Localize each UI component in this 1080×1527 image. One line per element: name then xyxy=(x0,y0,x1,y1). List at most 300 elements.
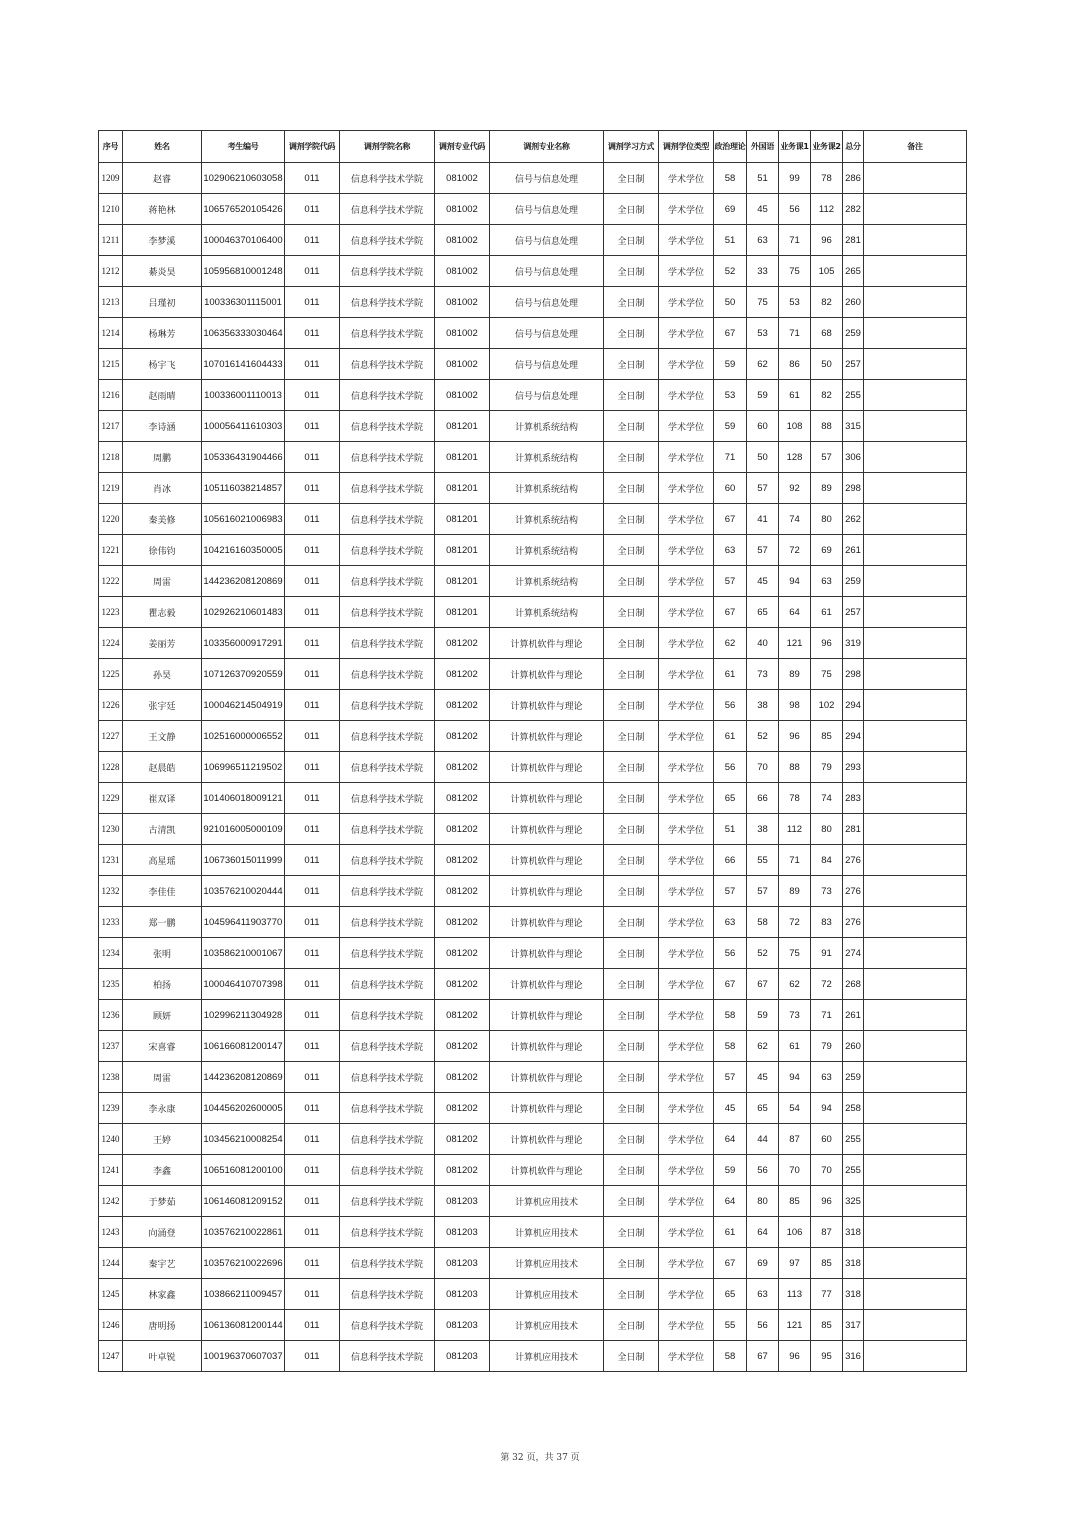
politics-score-cell: 63 xyxy=(714,535,747,566)
header-degree-type: 调剂学位类型 xyxy=(659,131,714,163)
subject-2-score-cell: 89 xyxy=(811,473,843,504)
foreign-language-score-cell: 73 xyxy=(747,659,779,690)
subject-1-score-cell: 72 xyxy=(779,907,811,938)
name-cell: 李永康 xyxy=(123,1093,202,1124)
politics-score-cell: 53 xyxy=(714,380,747,411)
subject-2-score-cell: 87 xyxy=(811,1217,843,1248)
subject-1-score-cell: 70 xyxy=(779,1155,811,1186)
degree-type-cell: 学术学位 xyxy=(659,938,714,969)
name-cell: 杨宇飞 xyxy=(123,349,202,380)
remarks-cell xyxy=(864,1093,967,1124)
degree-type-cell: 学术学位 xyxy=(659,1279,714,1310)
seq-cell: 1217 xyxy=(99,411,123,442)
total-score-cell: 259 xyxy=(843,566,864,597)
table-body xyxy=(99,163,967,1372)
exam-id-cell: 102906210603058 xyxy=(202,163,285,194)
politics-score-cell: 56 xyxy=(714,752,747,783)
table-row xyxy=(99,1031,967,1062)
major-name-cell: 信号与信息处理 xyxy=(490,287,604,318)
total-score-cell: 306 xyxy=(843,442,864,473)
table-row xyxy=(99,1124,967,1155)
major-name-cell: 计算机软件与理论 xyxy=(490,969,604,1000)
foreign-language-score-cell: 52 xyxy=(747,938,779,969)
table-row xyxy=(99,597,967,628)
major-code-cell: 081202 xyxy=(435,628,490,659)
college-code-cell: 011 xyxy=(285,163,340,194)
remarks-cell xyxy=(864,194,967,225)
degree-type-cell: 学术学位 xyxy=(659,1341,714,1372)
subject-1-score-cell: 97 xyxy=(779,1248,811,1279)
foreign-language-score-cell: 45 xyxy=(747,566,779,597)
college-name-cell: 信息科学技术学院 xyxy=(340,1341,435,1372)
study-mode-cell: 全日制 xyxy=(604,504,659,535)
foreign-language-score-cell: 38 xyxy=(747,814,779,845)
major-name-cell: 计算机软件与理论 xyxy=(490,1062,604,1093)
remarks-cell xyxy=(864,566,967,597)
politics-score-cell: 51 xyxy=(714,225,747,256)
exam-id-cell: 106516081200100 xyxy=(202,1155,285,1186)
total-score-cell: 281 xyxy=(843,814,864,845)
subject-2-score-cell: 61 xyxy=(811,597,843,628)
total-score-cell: 257 xyxy=(843,597,864,628)
college-code-cell: 011 xyxy=(285,845,340,876)
seq-cell: 1233 xyxy=(99,907,123,938)
college-name-cell: 信息科学技术学院 xyxy=(340,1062,435,1093)
major-name-cell: 计算机系统结构 xyxy=(490,535,604,566)
foreign-language-score-cell: 60 xyxy=(747,411,779,442)
exam-id-cell: 106166081200147 xyxy=(202,1031,285,1062)
exam-id-cell: 144236208120869 xyxy=(202,566,285,597)
foreign-language-score-cell: 45 xyxy=(747,1062,779,1093)
degree-type-cell: 学术学位 xyxy=(659,473,714,504)
seq-cell: 1214 xyxy=(99,318,123,349)
seq-cell: 1211 xyxy=(99,225,123,256)
study-mode-cell: 全日制 xyxy=(604,876,659,907)
major-code-cell: 081002 xyxy=(435,380,490,411)
foreign-language-score-cell: 33 xyxy=(747,256,779,287)
study-mode-cell: 全日制 xyxy=(604,566,659,597)
subject-2-score-cell: 85 xyxy=(811,1248,843,1279)
major-code-cell: 081202 xyxy=(435,1093,490,1124)
degree-type-cell: 学术学位 xyxy=(659,814,714,845)
table-row xyxy=(99,287,967,318)
subject-1-score-cell: 64 xyxy=(779,597,811,628)
foreign-language-score-cell: 75 xyxy=(747,287,779,318)
politics-score-cell: 67 xyxy=(714,504,747,535)
college-name-cell: 信息科学技术学院 xyxy=(340,566,435,597)
subject-1-score-cell: 112 xyxy=(779,814,811,845)
table-row xyxy=(99,163,967,194)
foreign-language-score-cell: 57 xyxy=(747,876,779,907)
major-code-cell: 081201 xyxy=(435,442,490,473)
major-code-cell: 081202 xyxy=(435,1000,490,1031)
major-name-cell: 计算机软件与理论 xyxy=(490,659,604,690)
total-score-cell: 265 xyxy=(843,256,864,287)
subject-2-score-cell: 85 xyxy=(811,721,843,752)
study-mode-cell: 全日制 xyxy=(604,1093,659,1124)
remarks-cell xyxy=(864,256,967,287)
exam-id-cell: 105336431904466 xyxy=(202,442,285,473)
politics-score-cell: 45 xyxy=(714,1093,747,1124)
study-mode-cell: 全日制 xyxy=(604,1124,659,1155)
total-score-cell: 276 xyxy=(843,907,864,938)
exam-id-cell: 102516000006552 xyxy=(202,721,285,752)
subject-1-score-cell: 99 xyxy=(779,163,811,194)
exam-id-cell: 100196370607037 xyxy=(202,1341,285,1372)
politics-score-cell: 67 xyxy=(714,597,747,628)
degree-type-cell: 学术学位 xyxy=(659,1093,714,1124)
remarks-cell xyxy=(864,163,967,194)
seq-cell: 1230 xyxy=(99,814,123,845)
college-name-cell: 信息科学技术学院 xyxy=(340,1186,435,1217)
foreign-language-score-cell: 56 xyxy=(747,1310,779,1341)
exam-id-cell: 100046370106400 xyxy=(202,225,285,256)
total-score-cell: 315 xyxy=(843,411,864,442)
name-cell: 赵睿 xyxy=(123,163,202,194)
major-name-cell: 计算机软件与理论 xyxy=(490,876,604,907)
study-mode-cell: 全日制 xyxy=(604,721,659,752)
exam-id-cell: 103866211009457 xyxy=(202,1279,285,1310)
study-mode-cell: 全日制 xyxy=(604,1000,659,1031)
table-row xyxy=(99,1155,967,1186)
table-row xyxy=(99,225,967,256)
total-score-cell: 317 xyxy=(843,1310,864,1341)
college-code-cell: 011 xyxy=(285,1000,340,1031)
table-row xyxy=(99,1062,967,1093)
header-college-code: 调剂学院代码 xyxy=(285,131,340,163)
major-name-cell: 计算机软件与理论 xyxy=(490,628,604,659)
name-cell: 张明 xyxy=(123,938,202,969)
table-row xyxy=(99,1217,967,1248)
politics-score-cell: 61 xyxy=(714,1217,747,1248)
college-name-cell: 信息科学技术学院 xyxy=(340,1093,435,1124)
college-code-cell: 011 xyxy=(285,1093,340,1124)
table-row xyxy=(99,566,967,597)
subject-2-score-cell: 96 xyxy=(811,628,843,659)
subject-1-score-cell: 75 xyxy=(779,256,811,287)
header-exam-id: 考生编号 xyxy=(202,131,285,163)
exam-id-cell: 100336001110013 xyxy=(202,380,285,411)
study-mode-cell: 全日制 xyxy=(604,535,659,566)
degree-type-cell: 学术学位 xyxy=(659,287,714,318)
remarks-cell xyxy=(864,535,967,566)
seq-cell: 1231 xyxy=(99,845,123,876)
degree-type-cell: 学术学位 xyxy=(659,1000,714,1031)
college-name-cell: 信息科学技术学院 xyxy=(340,876,435,907)
foreign-language-score-cell: 62 xyxy=(747,1031,779,1062)
college-name-cell: 信息科学技术学院 xyxy=(340,411,435,442)
study-mode-cell: 全日制 xyxy=(604,442,659,473)
college-name-cell: 信息科学技术学院 xyxy=(340,163,435,194)
foreign-language-score-cell: 51 xyxy=(747,163,779,194)
degree-type-cell: 学术学位 xyxy=(659,907,714,938)
name-cell: 杨琳芳 xyxy=(123,318,202,349)
name-cell: 秦美修 xyxy=(123,504,202,535)
total-score-cell: 255 xyxy=(843,380,864,411)
subject-2-score-cell: 50 xyxy=(811,349,843,380)
total-score-cell: 255 xyxy=(843,1124,864,1155)
major-code-cell: 081202 xyxy=(435,659,490,690)
seq-cell: 1223 xyxy=(99,597,123,628)
subject-2-score-cell: 72 xyxy=(811,969,843,1000)
subject-2-score-cell: 91 xyxy=(811,938,843,969)
college-code-cell: 011 xyxy=(285,1062,340,1093)
college-code-cell: 011 xyxy=(285,969,340,1000)
remarks-cell xyxy=(864,814,967,845)
table-row xyxy=(99,473,967,504)
study-mode-cell: 全日制 xyxy=(604,349,659,380)
foreign-language-score-cell: 57 xyxy=(747,535,779,566)
degree-type-cell: 学术学位 xyxy=(659,349,714,380)
table-row xyxy=(99,411,967,442)
total-score-cell: 259 xyxy=(843,318,864,349)
subject-1-score-cell: 88 xyxy=(779,752,811,783)
remarks-cell xyxy=(864,597,967,628)
remarks-cell xyxy=(864,411,967,442)
major-code-cell: 081202 xyxy=(435,1062,490,1093)
politics-score-cell: 69 xyxy=(714,194,747,225)
seq-cell: 1236 xyxy=(99,1000,123,1031)
subject-2-score-cell: 69 xyxy=(811,535,843,566)
remarks-cell xyxy=(864,969,967,1000)
politics-score-cell: 57 xyxy=(714,566,747,597)
subject-1-score-cell: 121 xyxy=(779,628,811,659)
foreign-language-score-cell: 63 xyxy=(747,225,779,256)
exam-id-cell: 103576210022861 xyxy=(202,1217,285,1248)
degree-type-cell: 学术学位 xyxy=(659,1248,714,1279)
major-code-cell: 081202 xyxy=(435,1031,490,1062)
total-score-cell: 255 xyxy=(843,1155,864,1186)
college-code-cell: 011 xyxy=(285,1341,340,1372)
college-code-cell: 011 xyxy=(285,194,340,225)
table-row xyxy=(99,845,967,876)
major-name-cell: 计算机应用技术 xyxy=(490,1341,604,1372)
major-code-cell: 081202 xyxy=(435,783,490,814)
total-score-cell: 318 xyxy=(843,1217,864,1248)
name-cell: 古清凯 xyxy=(123,814,202,845)
major-code-cell: 081202 xyxy=(435,752,490,783)
major-name-cell: 计算机系统结构 xyxy=(490,566,604,597)
seq-cell: 1222 xyxy=(99,566,123,597)
name-cell: 赵雨晴 xyxy=(123,380,202,411)
major-code-cell: 081202 xyxy=(435,969,490,1000)
major-code-cell: 081002 xyxy=(435,225,490,256)
major-code-cell: 081203 xyxy=(435,1248,490,1279)
remarks-cell xyxy=(864,1217,967,1248)
table-row xyxy=(99,442,967,473)
degree-type-cell: 学术学位 xyxy=(659,535,714,566)
major-code-cell: 081202 xyxy=(435,845,490,876)
college-code-cell: 011 xyxy=(285,535,340,566)
politics-score-cell: 59 xyxy=(714,349,747,380)
table-row xyxy=(99,535,967,566)
major-name-cell: 计算机软件与理论 xyxy=(490,845,604,876)
college-name-cell: 信息科学技术学院 xyxy=(340,1217,435,1248)
college-code-cell: 011 xyxy=(285,907,340,938)
foreign-language-score-cell: 65 xyxy=(747,597,779,628)
remarks-cell xyxy=(864,628,967,659)
study-mode-cell: 全日制 xyxy=(604,938,659,969)
degree-type-cell: 学术学位 xyxy=(659,256,714,287)
major-name-cell: 信号与信息处理 xyxy=(490,225,604,256)
college-name-cell: 信息科学技术学院 xyxy=(340,1000,435,1031)
name-cell: 顾妍 xyxy=(123,1000,202,1031)
college-code-cell: 011 xyxy=(285,1248,340,1279)
remarks-cell xyxy=(864,938,967,969)
major-code-cell: 081002 xyxy=(435,287,490,318)
name-cell: 瞿志毅 xyxy=(123,597,202,628)
degree-type-cell: 学术学位 xyxy=(659,194,714,225)
politics-score-cell: 61 xyxy=(714,721,747,752)
college-code-cell: 011 xyxy=(285,1186,340,1217)
remarks-cell xyxy=(864,1279,967,1310)
college-code-cell: 011 xyxy=(285,225,340,256)
study-mode-cell: 全日制 xyxy=(604,783,659,814)
seq-cell: 1245 xyxy=(99,1279,123,1310)
seq-cell: 1246 xyxy=(99,1310,123,1341)
subject-2-score-cell: 79 xyxy=(811,1031,843,1062)
table-row xyxy=(99,659,967,690)
subject-1-score-cell: 121 xyxy=(779,1310,811,1341)
remarks-cell xyxy=(864,845,967,876)
table-row xyxy=(99,504,967,535)
college-name-cell: 信息科学技术学院 xyxy=(340,1279,435,1310)
subject-2-score-cell: 94 xyxy=(811,1093,843,1124)
foreign-language-score-cell: 45 xyxy=(747,194,779,225)
major-code-cell: 081202 xyxy=(435,721,490,752)
politics-score-cell: 57 xyxy=(714,1062,747,1093)
major-name-cell: 计算机软件与理论 xyxy=(490,1000,604,1031)
politics-score-cell: 56 xyxy=(714,690,747,721)
major-code-cell: 081202 xyxy=(435,814,490,845)
subject-1-score-cell: 98 xyxy=(779,690,811,721)
remarks-cell xyxy=(864,1186,967,1217)
seq-cell: 1227 xyxy=(99,721,123,752)
college-code-cell: 011 xyxy=(285,566,340,597)
subject-2-score-cell: 71 xyxy=(811,1000,843,1031)
name-cell: 林家鑫 xyxy=(123,1279,202,1310)
exam-id-cell: 107126370920559 xyxy=(202,659,285,690)
seq-cell: 1234 xyxy=(99,938,123,969)
exam-id-cell: 921016005000109 xyxy=(202,814,285,845)
college-code-cell: 011 xyxy=(285,690,340,721)
remarks-cell xyxy=(864,504,967,535)
study-mode-cell: 全日制 xyxy=(604,1186,659,1217)
name-cell: 赵晨皓 xyxy=(123,752,202,783)
major-code-cell: 081002 xyxy=(435,194,490,225)
remarks-cell xyxy=(864,783,967,814)
remarks-cell xyxy=(864,1310,967,1341)
degree-type-cell: 学术学位 xyxy=(659,411,714,442)
subject-1-score-cell: 72 xyxy=(779,535,811,566)
exam-id-cell: 100056411610303 xyxy=(202,411,285,442)
degree-type-cell: 学术学位 xyxy=(659,1155,714,1186)
remarks-cell xyxy=(864,287,967,318)
college-name-cell: 信息科学技术学院 xyxy=(340,349,435,380)
subject-2-score-cell: 79 xyxy=(811,752,843,783)
study-mode-cell: 全日制 xyxy=(604,1217,659,1248)
remarks-cell xyxy=(864,442,967,473)
name-cell: 蒋艳林 xyxy=(123,194,202,225)
major-code-cell: 081203 xyxy=(435,1310,490,1341)
foreign-language-score-cell: 62 xyxy=(747,349,779,380)
remarks-cell xyxy=(864,1062,967,1093)
college-code-cell: 011 xyxy=(285,1310,340,1341)
major-code-cell: 081202 xyxy=(435,907,490,938)
college-name-cell: 信息科学技术学院 xyxy=(340,504,435,535)
college-code-cell: 011 xyxy=(285,597,340,628)
college-code-cell: 011 xyxy=(285,256,340,287)
study-mode-cell: 全日制 xyxy=(604,814,659,845)
total-score-cell: 274 xyxy=(843,938,864,969)
politics-score-cell: 52 xyxy=(714,256,747,287)
study-mode-cell: 全日制 xyxy=(604,907,659,938)
table-row xyxy=(99,1000,967,1031)
remarks-cell xyxy=(864,1124,967,1155)
name-cell: 王文静 xyxy=(123,721,202,752)
remarks-cell xyxy=(864,1341,967,1372)
header-college-name: 调剂学院名称 xyxy=(340,131,435,163)
header-major-code: 调剂专业代码 xyxy=(435,131,490,163)
remarks-cell xyxy=(864,380,967,411)
major-code-cell: 081202 xyxy=(435,938,490,969)
name-cell: 肖冰 xyxy=(123,473,202,504)
study-mode-cell: 全日制 xyxy=(604,1155,659,1186)
remarks-cell xyxy=(864,752,967,783)
table-row xyxy=(99,969,967,1000)
degree-type-cell: 学术学位 xyxy=(659,721,714,752)
politics-score-cell: 61 xyxy=(714,659,747,690)
college-name-cell: 信息科学技术学院 xyxy=(340,752,435,783)
degree-type-cell: 学术学位 xyxy=(659,1031,714,1062)
seq-cell: 1239 xyxy=(99,1093,123,1124)
subject-2-score-cell: 75 xyxy=(811,659,843,690)
college-code-cell: 011 xyxy=(285,659,340,690)
name-cell: 柏扬 xyxy=(123,969,202,1000)
foreign-language-score-cell: 44 xyxy=(747,1124,779,1155)
college-name-cell: 信息科学技术学院 xyxy=(340,256,435,287)
college-name-cell: 信息科学技术学院 xyxy=(340,814,435,845)
total-score-cell: 298 xyxy=(843,473,864,504)
remarks-cell xyxy=(864,225,967,256)
name-cell: 李诗涵 xyxy=(123,411,202,442)
subject-1-score-cell: 106 xyxy=(779,1217,811,1248)
seq-cell: 1210 xyxy=(99,194,123,225)
seq-cell: 1228 xyxy=(99,752,123,783)
seq-cell: 1224 xyxy=(99,628,123,659)
total-score-cell: 260 xyxy=(843,1031,864,1062)
subject-2-score-cell: 82 xyxy=(811,287,843,318)
exam-id-cell: 104456202600005 xyxy=(202,1093,285,1124)
college-name-cell: 信息科学技术学院 xyxy=(340,659,435,690)
degree-type-cell: 学术学位 xyxy=(659,659,714,690)
subject-1-score-cell: 62 xyxy=(779,969,811,1000)
degree-type-cell: 学术学位 xyxy=(659,597,714,628)
college-code-cell: 011 xyxy=(285,938,340,969)
major-code-cell: 081202 xyxy=(435,1124,490,1155)
subject-2-score-cell: 60 xyxy=(811,1124,843,1155)
seq-cell: 1225 xyxy=(99,659,123,690)
major-code-cell: 081202 xyxy=(435,690,490,721)
major-name-cell: 计算机应用技术 xyxy=(490,1310,604,1341)
study-mode-cell: 全日制 xyxy=(604,845,659,876)
header-politics: 政治理论 xyxy=(714,131,747,163)
exam-id-cell: 100046410707398 xyxy=(202,969,285,1000)
college-code-cell: 011 xyxy=(285,411,340,442)
table-row xyxy=(99,814,967,845)
exam-id-cell: 103456210008254 xyxy=(202,1124,285,1155)
degree-type-cell: 学术学位 xyxy=(659,380,714,411)
